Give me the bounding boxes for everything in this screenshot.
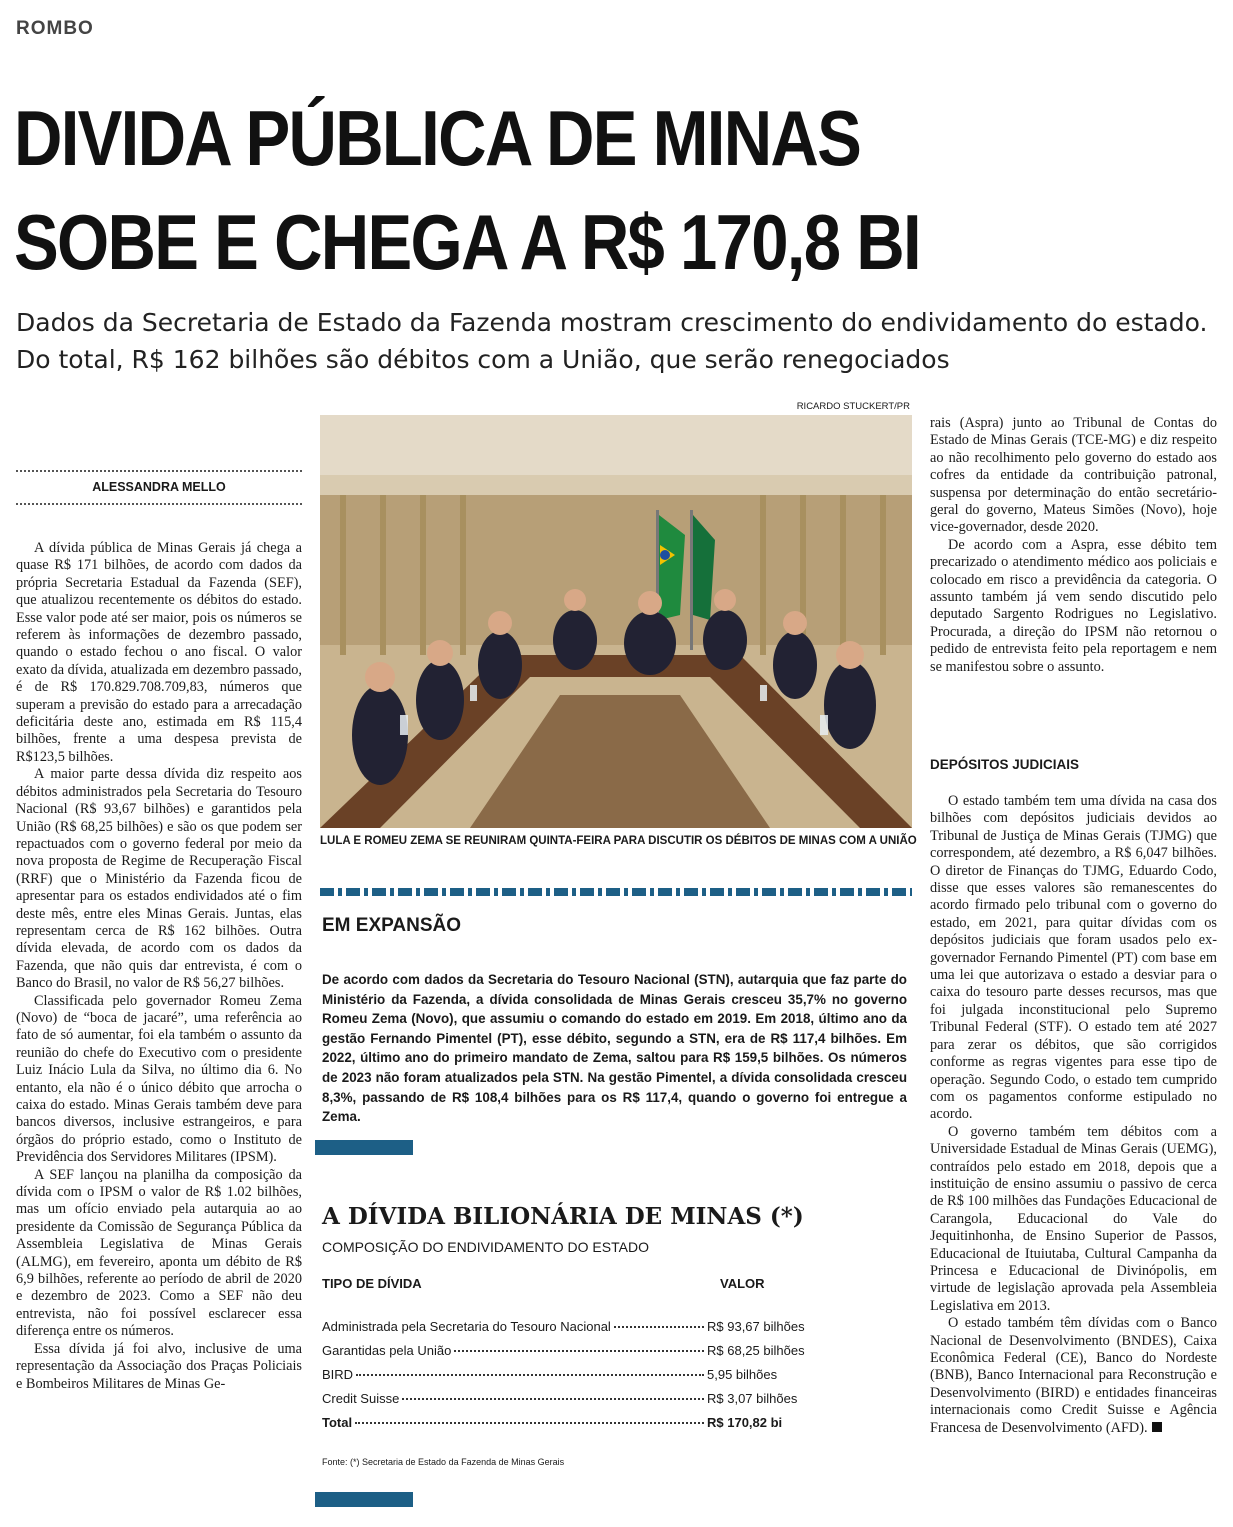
paragraph: O estado também tem uma dívida na casa dos bilhões com depósitos judiciais devidos ao Tribunal de Justiça de Minas Gerais (TJMG) que correspondem, até dezembro, a R$ 6,047 bilhões. O diretor de Finanças do TJMG, Eduardo Codo, disse que esses valores são remanescentes do acordo firmado pelo tribunal com o governo do estado, em 2021, para quitar dívidas com os depósitos judiciais que foram usados pelo ex-governador Fernando Pimentel (PT) com base em uma lei que autorizava o estado a desviar para o caixa do tesouro parte desses recursos, mas que foi julgada inconstitucional pelo Supremo Tribunal Federal (STF). O estado tem até 2027 para zerar os débitos, que são corrigidos conforme as regras vigentes para esse tipo de operação. Segundo Codo, o estado tem cumprido com os pagamentos conforme estipulado no acordo. [930,793,1217,1123]
article-column-3-continued [930,793,1217,1437]
table-row [322,1319,805,1334]
section-label: ROMBO [16,18,94,39]
paragraph: O governo também tem débitos com a Universidade Estadual de Minas Gerais (UEMG), contraídos pelo estado em 2018, depois que a instituição de ensino assumiu o passivo de cerca de R$ 100 milhões das Fundações Educacional de Carangola, Educacional do Vale do Jequitinhonha, de Ensino Superior de Passos, Educacional de Ituiutaba, Cultural Campanha da Princesa e Educacional de Divinópolis, em virtude de legislação aprovada pela Assembleia Legislativa em 2013. [930,1123,1217,1314]
article-column-3 [930,415,1217,676]
end-mark-icon [1152,1422,1162,1432]
paragraph-text: O estado também têm dívidas com o Banco Nacional de Desenvolvimento (BNDES), Caixa Econômica Federal (CE), Banco do Nordeste (BNB), Banco Internacional para Reconstrução e Desenvolvimento (BIRD) e entidades financeiras internacionais como Credit Suisse e Agência Francesa de Desenvolvimento (AFD). [930,1315,1217,1436]
box-divider [320,888,912,896]
table-title: A DÍVIDA BILIONÁRIA DE MINAS (*) [322,1203,804,1230]
byline: ALESSANDRA MELLO [92,480,226,494]
paragraph: A maior parte dessa dívida diz respeito aos débitos administrados pela Secretaria do Tesouro Nacional (R$ 93,67 bilhões) e garantidos pela União (R$ 68,25 bilhões) e são os que podem ser repactuados com o governo federal por meio da nova proposta de Regime de Recuperação Fiscal (RRF) que o Ministério da Fazenda ficou de apresentar para os estados endividados até o fim deste mês, entre eles Minas Gerais. Juntas, elas representam cerca de R$ 162 bilhões. Outra dívida elevada, de acordo com os dados da Fazenda, que não quis dar entrevista, é com o Banco do Brasil, no valor de R$ 56,27 bilhões. [16,766,302,992]
row-label: Garantidas pela União [322,1343,452,1358]
subheadline: Dados da Secretaria de Estado da Fazenda mostram crescimento do endividamento do estado. Do total, R$ 162 bilhões são débitos com a União, que serão renegociados [16,308,1208,374]
box-title: EM EXPANSÃO [322,915,462,936]
box-end-bar [315,1140,413,1155]
paragraph: A SEF lançou na planilha da composição da dívida com o IPSM o valor de R$ 1.02 bilhões, mas um ofício enviado pela autarquia ao ao presidente da Comissão de Segurança Pública da Assembleia Legislativa de Minas Gerais (ALMG), em fevereiro, aponta um débito de R$ 6,9 bilhões, referente ao período de abril de 2020 e dezembro de 2023. Como a SEF não deu entrevista, não foi possível esclarecer essa diferença entre os números. [16,1166,302,1340]
meeting-photo [320,415,912,828]
byline-rule-bottom [16,503,302,505]
table-source: Fonte: (*) Secretaria de Estado da Fazenda de Minas Gerais [322,1457,565,1467]
table-row [322,1343,805,1358]
table-end-bar [315,1492,413,1507]
headline [14,86,1050,294]
paragraph: Essa dívida já foi alvo, inclusive de uma representação da Associação dos Praças Policiais e Bombeiros Militares de Minas Ge- [16,1340,302,1392]
table-row [322,1367,802,1382]
table-header-type: TIPO DE DÍVIDA [322,1276,422,1291]
row-label: Credit Suisse [322,1391,400,1406]
headline-line-1: DIVIDA PÚBLICA DE MINAS [14,94,861,182]
photo-credit: RICARDO STUCKERT/PR [796,401,910,412]
row-value: 5,95 bilhões [707,1367,778,1382]
section-subtitle: DEPÓSITOS JUDICIAIS [930,757,1080,772]
row-value: R$ 3,07 bilhões [707,1391,798,1406]
row-value: R$ 170,82 bi [707,1415,783,1430]
box-text: De acordo com dados da Secretaria do Tesouro Nacional (STN), autarquia que faz parte do Ministério da Fazenda, a dívida consolidada de Minas Gerais cresceu 35,7% no governo Romeu Zema (Novo), que assumiu o comando do estado em 2019. Em 2018, último ano da gestão Fernando Pimentel (PT), esse débito, segundo a STN, era de R$ 117,4 bilhões. Em 2022, último ano do primeiro mandato de Zema, saltou para R$ 159,5 bilhões. Os números de 2023 não foram atualizados pela STN. Na gestão Pimentel, a dívida consolidada cresceu 8,3%, passando de R$ 108,4 bilhões para os R$ 117,4, quando o governo foi entregue a Zema. [322,972,907,1125]
paragraph [930,1315,1217,1437]
headline-line-2: SOBE E CHEGA A R$ 170,8 BI [14,198,920,286]
paragraph: A dívida pública de Minas Gerais já chega a quase R$ 171 bilhões, de acordo com dados da própria Secretaria Estadual da Fazenda (SEF), que atualizou recentemente os débitos do estado. Esse valor pode até ser maior, pois os números se referem às informações de dezembro passado, quando o estado fechou o ano fiscal. O valor exato da dívida, atualizada em dezembro passado, é de R$ 170.829.708.709,83, números que superam a previsão do estado para a arrecadação deficitária deste ano, estimada em R$ 115,4 bilhões, frente a uma despesa prevista de R$123,5 bilhões. [16,540,302,765]
row-label: Administrada pela Secretaria do Tesouro Nacional [322,1319,611,1334]
paragraph: De acordo com a Aspra, esse débito tem precarizado o atendimento médico aos policiais e colocado em risco a previdência da categoria. O assunto também já vem sendo discutido pelo deputado Sargento Rodrigues no Legislativo. Procurada, a direção do IPSM não retornou o pedido de entrevista feito pela reportagem e nem se manifestou sobre o assunto. [930,536,1217,675]
row-label: BIRD [322,1367,354,1382]
byline-rule-top [16,470,302,472]
row-value: R$ 93,67 bilhões [707,1319,805,1334]
paragraph: Classificada pelo governador Romeu Zema (Novo) de “boca de jacaré”, uma referência ao fato de só aumentar, foi ela também o assunto da reunião do chefe do Executivo com o presidente Luiz Inácio Lula da Silva, no último dia 6. No entanto, ela não é o único débito que arrocha o caixa do estado. Minas Gerais também deve para bancos diversos, inclusive estrangeiros, e para órgãos do próprio estado, como o Instituto de Previdência dos Servidores Militares (IPSM). [16,992,302,1166]
table-subtitle: COMPOSIÇÃO DO ENDIVIDAMENTO DO ESTADO [322,1239,649,1255]
photo-caption: LULA E ROMEU ZEMA SE REUNIRAM QUINTA-FEIRA PARA DISCUTIR OS DÉBITOS DE MINAS COM A UNIÃO [320,835,917,847]
table-header-value: VALOR [720,1276,765,1291]
table-row-total [322,1415,802,1430]
table-row [322,1391,802,1406]
paragraph: rais (Aspra) junto ao Tribunal de Contas do Estado de Minas Gerais (TCE-MG) e diz respeito ao não recolhimento pelo governo do estado aos cofres da entidade da contribuição patronal, suspensa por determinação do então secretário-geral do governo, Mateus Simões (Novo), hoje vice-governador, desde 2020. [930,415,1217,536]
article-column-1 [16,540,302,1393]
row-label: Total [322,1415,353,1430]
row-value: R$ 68,25 bilhões [707,1343,805,1358]
